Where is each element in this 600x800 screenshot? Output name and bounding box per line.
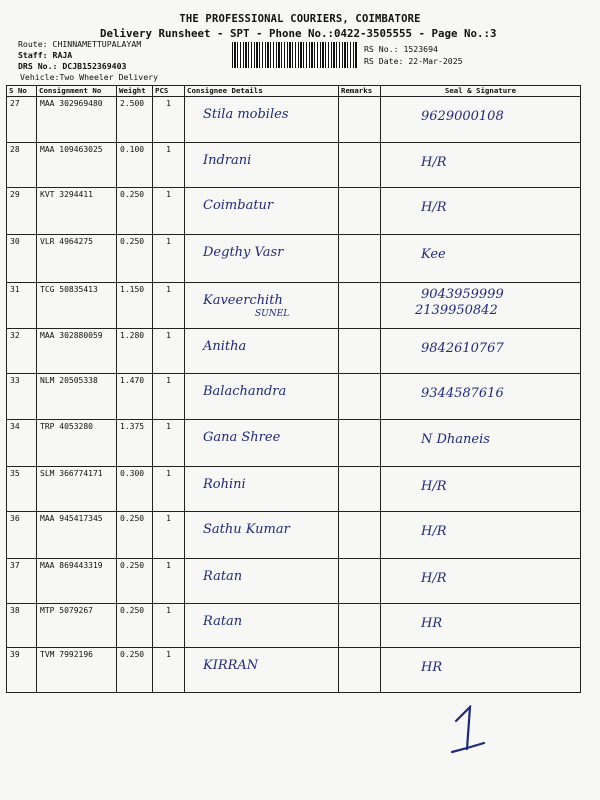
drs-value: DCJB152369403 [62, 61, 127, 71]
route-value: CHINNAMETTUPALAYAM [52, 39, 142, 49]
row-consignee-cell [185, 374, 339, 420]
page-number-mark [450, 705, 486, 755]
row-consignment-no: MAA 109463025 [37, 143, 117, 188]
signature-handwriting: H/R [421, 155, 447, 170]
row-pcs: 1 [153, 604, 185, 648]
row-sno: 28 [7, 143, 37, 188]
row-weight: 0.250 [117, 604, 153, 648]
row-sno: 30 [7, 235, 37, 283]
drs-label: DRS No.: [18, 61, 58, 71]
signature-handwriting-line2: 2139950842 [415, 303, 498, 318]
row-consignee-cell [185, 648, 339, 693]
signature-handwriting: H/R [421, 479, 447, 494]
table-row [7, 559, 581, 604]
row-consignee-cell [185, 467, 339, 512]
row-consignee-cell [185, 512, 339, 559]
signature-handwriting: 9344587616 [421, 386, 504, 401]
row-signature-cell [381, 420, 581, 467]
route-line [18, 39, 141, 49]
row-consignee-cell [185, 329, 339, 374]
table-row [7, 283, 581, 329]
row-pcs: 1 [153, 329, 185, 374]
row-consignment-no: MAA 302969480 [37, 97, 117, 143]
consignee-handwriting: Anitha [203, 339, 247, 354]
row-consignment-no: MAA 302880059 [37, 329, 117, 374]
signature-handwriting: HR [421, 660, 443, 675]
row-weight: 0.250 [117, 188, 153, 235]
row-signature-cell [381, 329, 581, 374]
row-weight: 0.100 [117, 143, 153, 188]
row-sno: 36 [7, 512, 37, 559]
consignee-handwriting: Ratan [203, 569, 243, 584]
vehicle-value: Two Wheeler Delivery [59, 72, 159, 82]
row-consignment-no: VLR 4964275 [37, 235, 117, 283]
row-pcs: 1 [153, 374, 185, 420]
drs-line [18, 61, 126, 71]
row-signature-cell [381, 512, 581, 559]
col-remarks: Remarks [339, 86, 381, 97]
row-signature-cell [381, 283, 581, 329]
row-consignment-no: NLM 20505338 [37, 374, 117, 420]
table-row [7, 329, 581, 374]
signature-handwriting: H/R [421, 571, 447, 586]
row-signature-cell [381, 188, 581, 235]
row-remarks [339, 559, 381, 604]
consignee-handwriting: Coimbatur [203, 198, 274, 213]
table-row [7, 235, 581, 283]
row-pcs: 1 [153, 420, 185, 467]
rs-no-label: RS No.: [364, 44, 399, 54]
row-consignment-no: SLM 366774171 [37, 467, 117, 512]
table-row [7, 512, 581, 559]
consignee-handwriting: Stila mobiles [203, 107, 289, 122]
row-sno: 35 [7, 467, 37, 512]
table-header-row [7, 86, 581, 97]
signature-handwriting: H/R [421, 200, 447, 215]
consignee-handwriting: Degthy Vasr [203, 245, 284, 260]
row-signature-cell [381, 467, 581, 512]
row-consignment-no: MTP 5079267 [37, 604, 117, 648]
row-consignee-cell [185, 420, 339, 467]
row-consignee-cell [185, 235, 339, 283]
rs-no-line [364, 44, 438, 54]
consignee-handwriting: Rohini [203, 477, 246, 492]
row-consignee-cell [185, 559, 339, 604]
row-signature-cell [381, 374, 581, 420]
row-sno: 32 [7, 329, 37, 374]
table-row [7, 420, 581, 467]
consignee-handwriting: Sathu Kumar [203, 522, 290, 537]
staff-label: Staff: [18, 50, 48, 60]
row-weight: 2.500 [117, 97, 153, 143]
row-sno: 29 [7, 188, 37, 235]
row-remarks [339, 329, 381, 374]
row-remarks [339, 235, 381, 283]
rs-date-value: 22-Mar-2025 [408, 56, 463, 66]
row-remarks [339, 374, 381, 420]
table-row [7, 143, 581, 188]
row-pcs: 1 [153, 235, 185, 283]
signature-handwriting: Kee [421, 247, 446, 262]
consignee-handwriting: Kaveerchith [203, 293, 283, 308]
row-weight: 0.300 [117, 467, 153, 512]
consignee-handwriting: Indrani [203, 153, 252, 168]
row-sno: 33 [7, 374, 37, 420]
row-remarks [339, 512, 381, 559]
signature-handwriting: 9842610767 [421, 341, 504, 356]
vehicle-line [20, 72, 158, 82]
row-consignment-no: MAA 869443319 [37, 559, 117, 604]
rs-date-line [364, 56, 463, 66]
staff-value: RAJA [52, 50, 73, 60]
table-row [7, 648, 581, 693]
table-row [7, 467, 581, 512]
row-signature-cell [381, 97, 581, 143]
table-row [7, 604, 581, 648]
row-weight: 0.250 [117, 235, 153, 283]
row-weight: 0.250 [117, 559, 153, 604]
delivery-table [6, 85, 581, 693]
row-consignment-no: MAA 945417345 [37, 512, 117, 559]
col-weight: Weight [117, 86, 153, 97]
row-signature-cell [381, 235, 581, 283]
row-remarks [339, 97, 381, 143]
rs-date-label: RS Date: [364, 56, 404, 66]
row-signature-cell [381, 143, 581, 188]
row-weight: 1.150 [117, 283, 153, 329]
consignee-handwriting: Gana Shree [203, 430, 281, 445]
row-consignment-no: KVT 3294411 [37, 188, 117, 235]
col-pcs: PCS [153, 86, 185, 97]
signature-handwriting: 9043959999 [421, 287, 504, 302]
consignee-handwriting: Balachandra [203, 384, 287, 399]
company-title: THE PROFESSIONAL COURIERS, COIMBATORE [179, 13, 421, 25]
row-consignee-cell [185, 283, 339, 329]
row-remarks [339, 283, 381, 329]
row-sno: 31 [7, 283, 37, 329]
consignee-handwriting-line2: SUNEL [255, 309, 290, 319]
staff-line [18, 50, 72, 60]
row-remarks [339, 420, 381, 467]
table-row [7, 97, 581, 143]
row-sno: 34 [7, 420, 37, 467]
row-pcs: 1 [153, 283, 185, 329]
signature-handwriting: 9629000108 [421, 109, 504, 124]
rs-no-value: 1523694 [403, 44, 438, 54]
row-signature-cell [381, 604, 581, 648]
row-remarks [339, 604, 381, 648]
consignee-handwriting: KIRRAN [203, 658, 259, 673]
row-consignment-no: TVM 7992196 [37, 648, 117, 693]
row-remarks [339, 188, 381, 235]
row-pcs: 1 [153, 648, 185, 693]
row-consignment-no: TCG 50835413 [37, 283, 117, 329]
row-consignee-cell [185, 604, 339, 648]
row-pcs: 1 [153, 467, 185, 512]
row-weight: 1.375 [117, 420, 153, 467]
row-consignee-cell [185, 188, 339, 235]
col-signature: Seal & Signature [381, 86, 581, 97]
row-consignee-cell [185, 143, 339, 188]
row-remarks [339, 143, 381, 188]
row-sno: 38 [7, 604, 37, 648]
row-signature-cell [381, 648, 581, 693]
row-remarks [339, 648, 381, 693]
col-sno: S No [7, 86, 37, 97]
table-row [7, 374, 581, 420]
row-pcs: 1 [153, 512, 185, 559]
row-pcs: 1 [153, 97, 185, 143]
row-remarks [339, 467, 381, 512]
col-consignee: Consignee Details [185, 86, 339, 97]
row-weight: 1.470 [117, 374, 153, 420]
row-sno: 27 [7, 97, 37, 143]
route-label: Route: [18, 39, 48, 49]
barcode [232, 42, 358, 68]
row-weight: 1.280 [117, 329, 153, 374]
signature-handwriting: HR [421, 616, 443, 631]
row-consignee-cell [185, 97, 339, 143]
runsheet-subtitle: Delivery Runsheet - SPT - Phone No.:0422-3505555 - Page No.:3 [100, 27, 497, 40]
signature-handwriting: N Dhaneis [421, 432, 490, 447]
table-row [7, 188, 581, 235]
row-sno: 37 [7, 559, 37, 604]
vehicle-label: Vehicle: [20, 72, 60, 82]
row-pcs: 1 [153, 559, 185, 604]
row-consignment-no: TRP 4053280 [37, 420, 117, 467]
col-consignment: Consignment No [37, 86, 117, 97]
row-pcs: 1 [153, 188, 185, 235]
row-sno: 39 [7, 648, 37, 693]
row-weight: 0.250 [117, 648, 153, 693]
row-pcs: 1 [153, 143, 185, 188]
row-signature-cell [381, 559, 581, 604]
consignee-handwriting: Ratan [203, 614, 243, 629]
signature-handwriting: H/R [421, 524, 447, 539]
row-weight: 0.250 [117, 512, 153, 559]
